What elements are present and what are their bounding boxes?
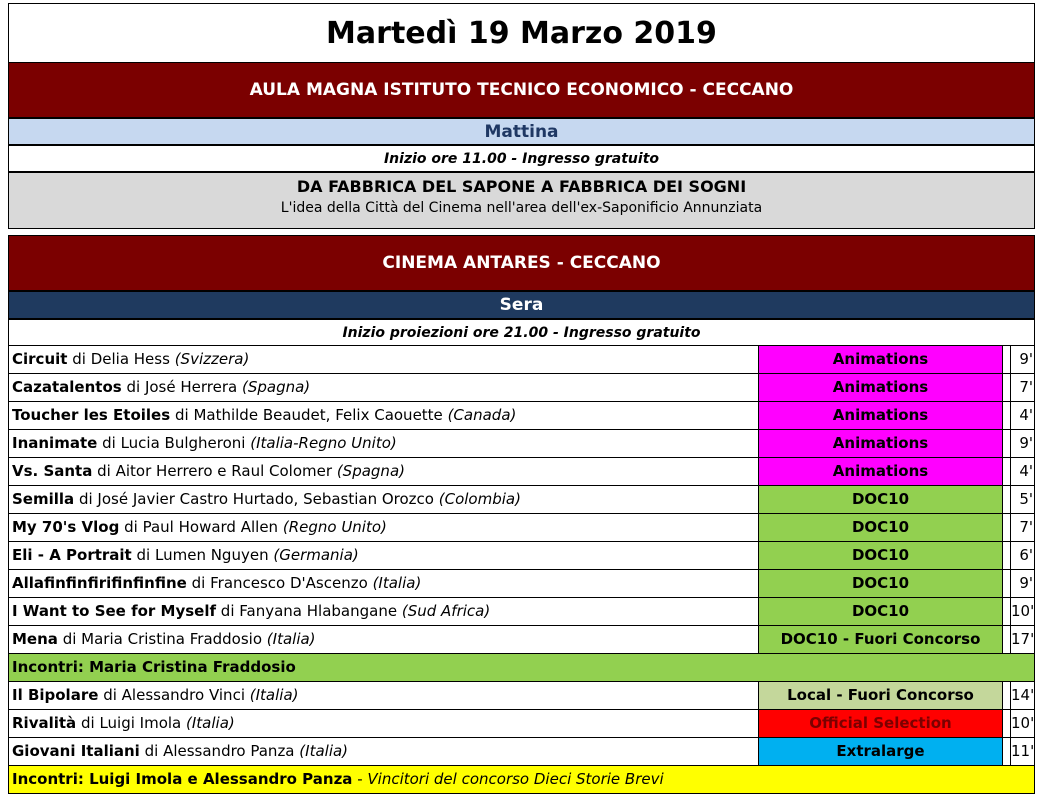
film-cell: Rivalità di Luigi Imola (Italia) (9, 710, 759, 737)
table-row (8, 346, 1035, 374)
film-cell: Vs. Santa di Aitor Herrero e Raul Colomer (Spagna) (9, 458, 759, 485)
meeting-row-final: Incontri: Luigi Imola e Alessandro Panza - Vincitori del concorso Dieci Storie Brevi (8, 766, 1035, 794)
venue-evening: CINEMA ANTARES - CECCANO (8, 235, 1035, 291)
table-row (8, 486, 1035, 514)
category-badge: Animations (759, 346, 1003, 373)
table-row (8, 598, 1035, 626)
category-badge: DOC10 (759, 542, 1003, 569)
event-title: DA FABBRICA DEL SAPONE A FABBRICA DEI SOGNI (296, 177, 747, 196)
duration: 9' (1019, 350, 1033, 368)
table-row (8, 514, 1035, 542)
film-cell: Eli - A Portrait di Lumen Nguyen (Germania) (9, 542, 759, 569)
category-badge: Extralarge (759, 738, 1003, 765)
category-badge: Official Selection (759, 710, 1003, 737)
duration: 6' (1019, 546, 1033, 564)
venue-morning: AULA MAGNA ISTITUTO TECNICO ECONOMICO - CECCANO (8, 62, 1035, 118)
table-row (8, 626, 1035, 654)
film-cell: I Want to See for Myself di Fanyana Hlabangane (Sud Africa) (9, 598, 759, 625)
category-badge: Animations (759, 430, 1003, 457)
duration: 9' (1019, 574, 1033, 592)
duration: 4' (1019, 462, 1033, 480)
film-cell: Giovani Italiani di Alessandro Panza (Italia) (9, 738, 759, 765)
category-badge: DOC10 (759, 486, 1003, 513)
film-cell: Circuit di Delia Hess (Svizzera) (9, 346, 759, 373)
category-badge: DOC10 (759, 598, 1003, 625)
start-morning: Inizio ore 11.00 - Ingresso gratuito (8, 145, 1035, 172)
table-row (8, 542, 1035, 570)
table-row (8, 738, 1035, 766)
category-badge: Animations (759, 402, 1003, 429)
film-cell: My 70's Vlog di Paul Howard Allen (Regno Unito) (9, 514, 759, 541)
start-evening: Inizio proiezioni ore 21.00 - Ingresso gratuito (8, 319, 1035, 346)
film-cell: Inanimate di Lucia Bulgheroni (Italia-Regno Unito) (9, 430, 759, 457)
category-badge: Local - Fuori Concorso (759, 682, 1003, 709)
film-cell: Mena di Maria Cristina Fraddosio (Italia) (9, 626, 759, 653)
film-cell: Il Bipolare di Alessandro Vinci (Italia) (9, 682, 759, 709)
period-morning: Mattina (8, 118, 1035, 145)
table-row (8, 682, 1035, 710)
page-title: Martedì 19 Marzo 2019 (8, 3, 1035, 63)
category-badge: DOC10 - Fuori Concorso (759, 626, 1003, 653)
duration: 17' (1011, 630, 1035, 648)
duration: 9' (1019, 434, 1033, 452)
film-cell: Cazatalentos di José Herrera (Spagna) (9, 374, 759, 401)
category-badge: Animations (759, 374, 1003, 401)
category-badge: DOC10 (759, 570, 1003, 597)
event-block (8, 172, 1035, 229)
duration: 10' (1011, 602, 1035, 620)
table-row (8, 402, 1035, 430)
table-row (8, 458, 1035, 486)
film-cell: Allafinfinfirifinfinfine di Francesco D'Ascenzo (Italia) (9, 570, 759, 597)
category-badge: Animations (759, 458, 1003, 485)
meeting-row: Incontri: Maria Cristina Fraddosio (8, 654, 1035, 682)
duration: 7' (1019, 518, 1033, 536)
duration: 11' (1011, 742, 1035, 760)
table-row (8, 430, 1035, 458)
duration: 4' (1019, 406, 1033, 424)
category-badge: DOC10 (759, 514, 1003, 541)
table-row (8, 710, 1035, 738)
table-row (8, 374, 1035, 402)
table-row (8, 570, 1035, 598)
duration: 5' (1019, 490, 1033, 508)
film-cell: Semilla di José Javier Castro Hurtado, Sebastian Orozco (Colombia) (9, 486, 759, 513)
event-subtitle: L'idea della Città del Cinema nell'area dell'ex-Saponificio Annunziata (280, 200, 763, 216)
duration: 14' (1011, 686, 1035, 704)
duration: 7' (1019, 378, 1033, 396)
period-evening: Sera (8, 291, 1035, 319)
film-cell: Toucher les Etoiles di Mathilde Beaudet, Felix Caouette (Canada) (9, 402, 759, 429)
duration: 10' (1011, 714, 1035, 732)
